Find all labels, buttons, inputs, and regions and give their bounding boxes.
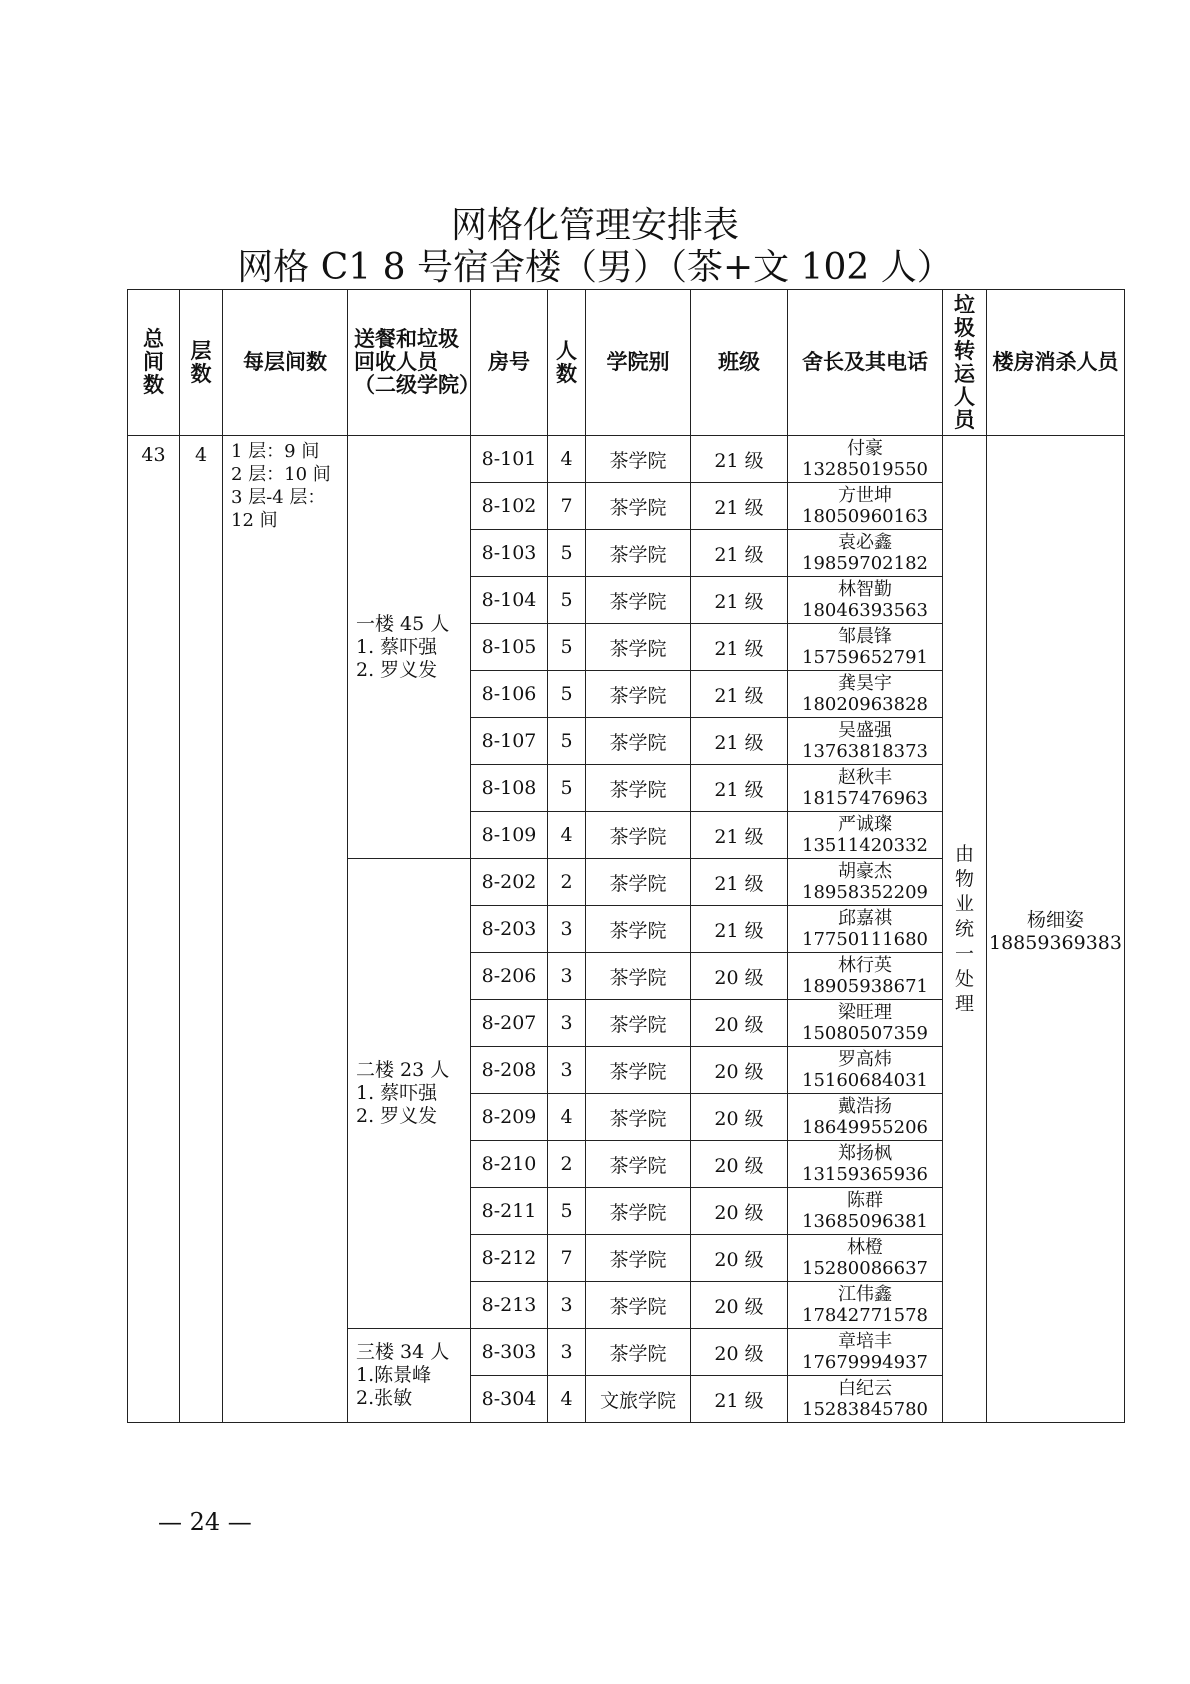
college: 茶学院 xyxy=(586,906,691,953)
header-floors: 层数 xyxy=(180,290,223,436)
class-year: 20 级 xyxy=(691,1047,788,1094)
dorm-head-name: 陈群 xyxy=(847,1190,883,1211)
people-count: 5 xyxy=(548,718,586,765)
class-year: 20 级 xyxy=(691,1094,788,1141)
dorm-head-name: 章培丰 xyxy=(838,1331,892,1352)
college: 文旅学院 xyxy=(586,1376,691,1423)
dorm-head-phone: 19859702182 xyxy=(802,553,928,574)
table-row xyxy=(128,436,1125,483)
dorm-head-phone: 18020963828 xyxy=(802,694,928,715)
rooms-per-floor-line: 2 层：10 间 xyxy=(231,464,331,485)
dorm-head-name: 吴盛强 xyxy=(838,720,892,741)
room-number: 8-109 xyxy=(471,812,548,859)
garbage-handler: 由物业统一处理 xyxy=(943,436,987,1423)
class-year: 20 级 xyxy=(691,953,788,1000)
class-year: 20 级 xyxy=(691,1141,788,1188)
dorm-head-name: 胡豪杰 xyxy=(838,861,892,882)
room-number: 8-211 xyxy=(471,1188,548,1235)
dorm-head-name: 严诚璨 xyxy=(838,814,892,835)
people-count: 7 xyxy=(548,483,586,530)
dorm-head-phone: 13285019550 xyxy=(802,459,928,480)
rooms-per-floor xyxy=(223,436,348,1423)
dorm-head xyxy=(788,1376,943,1423)
page-subtitle: 网格 C1 8 号宿舍楼（男）（茶+文 102 人） xyxy=(237,247,953,288)
dorm-head xyxy=(788,436,943,483)
rooms-per-floor-line: 3 层-4 层： xyxy=(231,487,326,508)
header-head: 舍长及其电话 xyxy=(788,290,943,436)
dorm-head-phone: 17750111680 xyxy=(802,929,928,950)
college: 茶学院 xyxy=(586,1047,691,1094)
dorm-head-name: 邱嘉祺 xyxy=(838,908,892,929)
staff-member: 1. 蔡吓强 xyxy=(356,1082,438,1104)
header-college: 学院别 xyxy=(586,290,691,436)
class-year: 21 级 xyxy=(691,577,788,624)
college: 茶学院 xyxy=(586,1141,691,1188)
staff-group xyxy=(348,436,471,859)
staff-member: 2.张敏 xyxy=(356,1387,413,1409)
staff-member: 1. 蔡吓强 xyxy=(356,635,438,658)
class-year: 21 级 xyxy=(691,1376,788,1423)
schedule-table xyxy=(127,289,1125,1423)
people-count: 2 xyxy=(548,1141,586,1188)
class-year: 21 级 xyxy=(691,483,788,530)
dorm-head-phone: 18157476963 xyxy=(802,788,928,809)
staff-member: 1.陈景峰 xyxy=(356,1364,432,1386)
dorm-head xyxy=(788,671,943,718)
dorm-head-phone: 15080507359 xyxy=(802,1023,928,1044)
dorm-head-name: 龚昊宇 xyxy=(838,673,892,694)
disinfect-staff xyxy=(987,436,1125,1423)
class-year: 21 级 xyxy=(691,906,788,953)
staff-group-title: 二楼 23 人 xyxy=(356,1059,450,1081)
rooms-per-floor-line: 12 间 xyxy=(231,510,278,531)
dorm-head-phone: 13159365936 xyxy=(802,1164,928,1185)
room-number: 8-210 xyxy=(471,1141,548,1188)
table-body xyxy=(128,436,1125,1423)
dorm-head xyxy=(788,1235,943,1282)
dorm-head-name: 江伟鑫 xyxy=(838,1284,892,1305)
dorm-head-phone: 15759652791 xyxy=(802,647,928,668)
dorm-head-name: 林橙 xyxy=(847,1237,883,1258)
header-garbage: 垃圾转运人员 xyxy=(943,290,987,436)
people-count: 3 xyxy=(548,1000,586,1047)
college: 茶学院 xyxy=(586,530,691,577)
dorm-head-name: 戴浩扬 xyxy=(838,1096,892,1117)
dorm-head xyxy=(788,718,943,765)
dorm-head xyxy=(788,624,943,671)
people-count: 7 xyxy=(548,1235,586,1282)
college: 茶学院 xyxy=(586,765,691,812)
disinfect-name: 杨细姿 xyxy=(1026,908,1084,931)
people-count: 5 xyxy=(548,577,586,624)
dorm-head xyxy=(788,1188,943,1235)
room-number: 8-203 xyxy=(471,906,548,953)
dorm-head xyxy=(788,1141,943,1188)
staff-group-title: 三楼 34 人 xyxy=(356,1341,450,1363)
people-count: 4 xyxy=(548,436,586,483)
header-row xyxy=(128,290,1125,436)
room-number: 8-104 xyxy=(471,577,548,624)
college: 茶学院 xyxy=(586,624,691,671)
room-number: 8-206 xyxy=(471,953,548,1000)
header-people: 人数 xyxy=(548,290,586,436)
dorm-head xyxy=(788,530,943,577)
room-number: 8-108 xyxy=(471,765,548,812)
dorm-head-name: 袁必鑫 xyxy=(838,532,892,553)
dorm-head xyxy=(788,812,943,859)
dorm-head-phone: 17679994937 xyxy=(802,1352,928,1373)
dorm-head-phone: 15283845780 xyxy=(802,1399,928,1420)
dorm-head-phone: 18649955206 xyxy=(802,1117,928,1138)
people-count: 2 xyxy=(548,859,586,906)
dorm-head-phone: 15160684031 xyxy=(802,1070,928,1091)
staff-member: 2. 罗义发 xyxy=(356,1105,438,1127)
dorm-head-name: 方世坤 xyxy=(838,485,892,506)
college: 茶学院 xyxy=(586,1094,691,1141)
dorm-head xyxy=(788,483,943,530)
room-number: 8-213 xyxy=(471,1282,548,1329)
dorm-head xyxy=(788,765,943,812)
people-count: 3 xyxy=(548,953,586,1000)
people-count: 5 xyxy=(548,671,586,718)
dorm-head-phone: 15280086637 xyxy=(802,1258,928,1279)
dorm-head-name: 付豪 xyxy=(847,438,883,459)
class-year: 20 级 xyxy=(691,1282,788,1329)
dorm-head-name: 林智勤 xyxy=(838,579,892,600)
college: 茶学院 xyxy=(586,1235,691,1282)
header-per-floor: 每层间数 xyxy=(223,290,348,436)
page-number: — 24 — xyxy=(158,1508,252,1536)
header-disinfect: 楼房消杀人员 xyxy=(987,290,1125,436)
room-number: 8-207 xyxy=(471,1000,548,1047)
college: 茶学院 xyxy=(586,718,691,765)
people-count: 4 xyxy=(548,1376,586,1423)
college: 茶学院 xyxy=(586,483,691,530)
dorm-head-phone: 18050960163 xyxy=(802,506,928,527)
total-rooms: 43 xyxy=(128,436,180,1423)
floor-count: 4 xyxy=(180,436,223,1423)
class-year: 21 级 xyxy=(691,859,788,906)
college: 茶学院 xyxy=(586,436,691,483)
class-year: 21 级 xyxy=(691,671,788,718)
dorm-head xyxy=(788,859,943,906)
people-count: 5 xyxy=(548,1188,586,1235)
dorm-head xyxy=(788,1047,943,1094)
room-number: 8-102 xyxy=(471,483,548,530)
college: 茶学院 xyxy=(586,859,691,906)
people-count: 5 xyxy=(548,765,586,812)
header-class: 班级 xyxy=(691,290,788,436)
class-year: 21 级 xyxy=(691,812,788,859)
staff-member: 2. 罗义发 xyxy=(356,658,438,681)
dorm-head-phone: 18958352209 xyxy=(802,882,928,903)
header-room: 房号 xyxy=(471,290,548,436)
room-number: 8-208 xyxy=(471,1047,548,1094)
dorm-head-phone: 18905938671 xyxy=(802,976,928,997)
dorm-head xyxy=(788,1282,943,1329)
people-count: 3 xyxy=(548,1329,586,1376)
dorm-head-phone: 13511420332 xyxy=(802,835,928,856)
class-year: 20 级 xyxy=(691,1000,788,1047)
college: 茶学院 xyxy=(586,953,691,1000)
room-number: 8-103 xyxy=(471,530,548,577)
room-number: 8-106 xyxy=(471,671,548,718)
dorm-head-name: 郑扬枫 xyxy=(838,1143,892,1164)
class-year: 21 级 xyxy=(691,718,788,765)
dorm-head-name: 罗高炜 xyxy=(838,1049,892,1070)
people-count: 4 xyxy=(548,812,586,859)
header-staff: 送餐和垃圾回收人员（二级学院） xyxy=(348,290,471,436)
staff-group xyxy=(348,859,471,1329)
dorm-head-phone: 17842771578 xyxy=(802,1305,928,1326)
people-count: 3 xyxy=(548,1282,586,1329)
class-year: 21 级 xyxy=(691,765,788,812)
college: 茶学院 xyxy=(586,1329,691,1376)
college: 茶学院 xyxy=(586,577,691,624)
college: 茶学院 xyxy=(586,671,691,718)
college: 茶学院 xyxy=(586,1000,691,1047)
dorm-head xyxy=(788,1000,943,1047)
class-year: 21 级 xyxy=(691,624,788,671)
dorm-head-name: 赵秋丰 xyxy=(838,767,892,788)
class-year: 21 级 xyxy=(691,530,788,577)
class-year: 21 级 xyxy=(691,436,788,483)
room-number: 8-304 xyxy=(471,1376,548,1423)
dorm-head-name: 邹晨锋 xyxy=(838,626,892,647)
people-count: 4 xyxy=(548,1094,586,1141)
people-count: 3 xyxy=(548,906,586,953)
header-total: 总间数 xyxy=(128,290,180,436)
people-count: 5 xyxy=(548,624,586,671)
people-count: 3 xyxy=(548,1047,586,1094)
rooms-per-floor-line: 1 层：9 间 xyxy=(231,441,320,462)
dorm-head xyxy=(788,1094,943,1141)
dorm-head-phone: 18046393563 xyxy=(802,600,928,621)
room-number: 8-212 xyxy=(471,1235,548,1282)
class-year: 20 级 xyxy=(691,1235,788,1282)
dorm-head-phone: 13685096381 xyxy=(802,1211,928,1232)
dorm-head-name: 梁旺理 xyxy=(838,1002,892,1023)
people-count: 5 xyxy=(548,530,586,577)
dorm-head xyxy=(788,577,943,624)
college: 茶学院 xyxy=(586,1282,691,1329)
dorm-head xyxy=(788,906,943,953)
room-number: 8-303 xyxy=(471,1329,548,1376)
staff-group xyxy=(348,1329,471,1423)
room-number: 8-209 xyxy=(471,1094,548,1141)
dorm-head-phone: 13763818373 xyxy=(802,741,928,762)
room-number: 8-202 xyxy=(471,859,548,906)
room-number: 8-107 xyxy=(471,718,548,765)
class-year: 20 级 xyxy=(691,1329,788,1376)
staff-group-title: 一楼 45 人 xyxy=(356,612,450,635)
class-year: 20 级 xyxy=(691,1188,788,1235)
disinfect-phone: 18859369383 xyxy=(989,931,1122,954)
room-number: 8-101 xyxy=(471,436,548,483)
dorm-head-name: 林行英 xyxy=(838,955,892,976)
room-number: 8-105 xyxy=(471,624,548,671)
college: 茶学院 xyxy=(586,1188,691,1235)
dorm-head xyxy=(788,953,943,1000)
college: 茶学院 xyxy=(586,812,691,859)
page-title: 网格化管理安排表 xyxy=(450,205,739,246)
dorm-head xyxy=(788,1329,943,1376)
dorm-head-name: 白纪云 xyxy=(838,1378,892,1399)
